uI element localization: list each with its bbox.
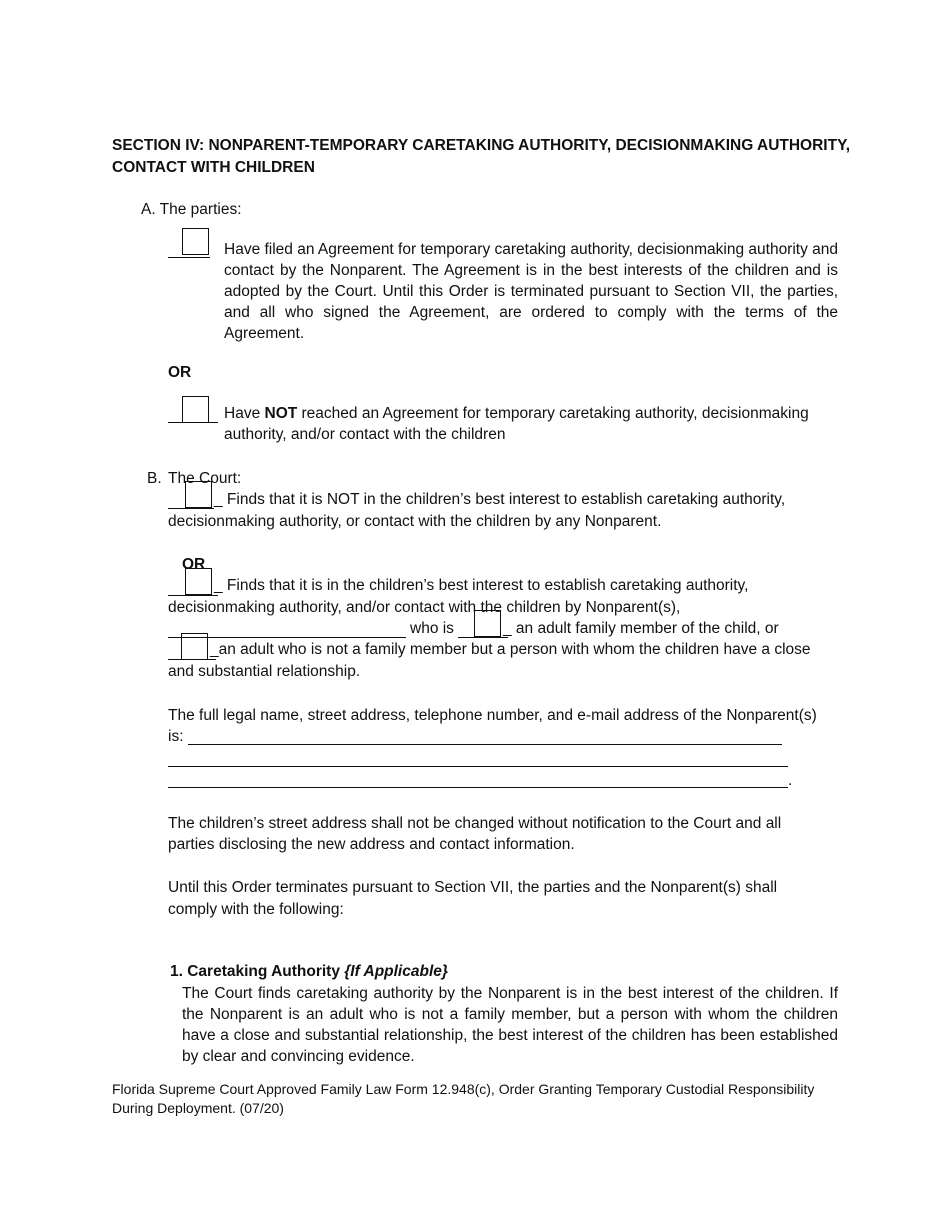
section-b-heading: The Court:	[168, 470, 242, 487]
nonparent-info-blank-1[interactable]	[188, 744, 782, 745]
caretaking-heading: 1. Caretaking Authority {If Applicable}	[170, 963, 448, 980]
full-legal-name-is: is:	[168, 728, 184, 745]
address-notice-line2: parties disclosing the new address and contact information.	[168, 836, 575, 853]
footer-form-id: Florida Supreme Court Approved Family Law Form 12.948(c), Order Granting Temporary Custodial Responsibility	[112, 1081, 815, 1097]
until-order-text-line2: comply with the following:	[168, 901, 344, 918]
family-member-text: _ an adult family member of the child, or	[503, 620, 779, 637]
section-title-continued: CONTACT WITH CHILDREN	[112, 159, 315, 176]
blank-line	[168, 595, 218, 596]
address-notice: The children’s street address shall not be changed without notification to the Court and all	[168, 815, 782, 832]
best-interest-checkbox[interactable]	[185, 568, 212, 595]
family-member-checkbox[interactable]	[474, 610, 501, 637]
period: .	[788, 772, 793, 789]
best-interest-text: _ Finds that it is in the children’s best interest to establish caretaking authority,	[214, 577, 749, 594]
blank-line	[168, 257, 210, 258]
footer-form-date: During Deployment. (07/20)	[112, 1100, 284, 1116]
not-best-interest-checkbox[interactable]	[185, 481, 212, 508]
agreement-filed-checkbox[interactable]	[182, 228, 209, 255]
agreement-filed-text: Have filed an Agreement for temporary caretaking authority, decisionmaking authority and contact by the Nonparent. The Agreement is in the best interests of the children and is adopted by the Court. Until this Order is terminated pursuant to Section VII, the parties, and all who signed the Agreement, are ordered to comply with the terms of the Agreement.	[224, 241, 839, 342]
or-label-b: OR	[182, 556, 206, 573]
no-agreement-checkbox[interactable]	[182, 396, 209, 423]
nonparent-info-blank-3[interactable]	[168, 787, 788, 788]
caretaking-body: The Court finds caretaking authority by the Nonparent is in the best interest of the children. If the Nonparent is an adult who is not a family member, but a person with whom the children have a close and substantial relationship, the best interest of the children has been established by clear and convincing evidence.	[182, 985, 838, 1065]
section-title: SECTION IV: NONPARENT-TEMPORARY CARETAKING AUTHORITY, DECISIONMAKING AUTHORITY,	[112, 137, 850, 154]
non-family-text: _an adult who is not a family member but a person with whom the children have a close	[210, 641, 811, 658]
section-a-heading: A. The parties:	[141, 201, 242, 218]
not-best-interest-text-line2: decisionmaking authority, or contact with the children by any Nonparent.	[168, 513, 662, 530]
non-family-text-line2: and substantial relationship.	[168, 663, 361, 680]
non-family-checkbox[interactable]	[181, 633, 208, 660]
or-label: OR	[168, 364, 192, 381]
who-is-label: who is	[410, 620, 454, 637]
blank-line	[458, 637, 508, 638]
until-order-text: Until this Order terminates pursuant to Section VII, the parties and the Nonparent(s) shall	[168, 879, 778, 896]
section-b-letter: B.	[147, 470, 162, 487]
full-legal-name-label: The full legal name, street address, telephone number, and e-mail address of the Nonparent(s)	[168, 707, 817, 724]
no-agreement-text-line2: authority, and/or contact with the children	[224, 426, 506, 443]
blank-line	[168, 508, 214, 509]
no-agreement-text: Have NOT reached an Agreement for temporary caretaking authority, decisionmaking	[224, 405, 809, 422]
nonparent-info-blank-2[interactable]	[168, 766, 788, 767]
best-interest-text-line2: decisionmaking authority, and/or contact with the children by Nonparent(s),	[168, 599, 681, 616]
not-best-interest-text: _ Finds that it is NOT in the children’s best interest to establish caretaking authority,	[214, 491, 786, 508]
